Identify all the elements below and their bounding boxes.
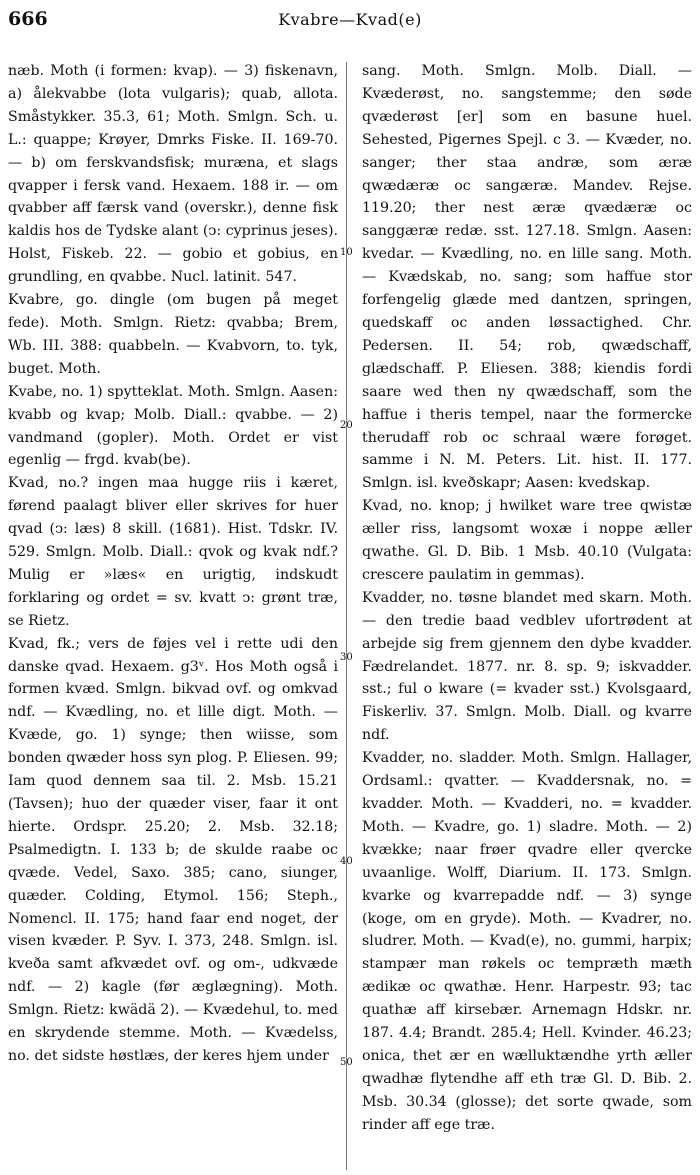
- entry-paragraph: Kvad, fk.; vers de føjes vel i rette udi den danske qvad. Hexaem. g3ᵛ. Hos Moth også i formen kvæd. Smlgn. bikvad ovf. og omkvad ndf. — Kvædling, no. et lille digt. Moth. — Kvæde, go. 1) synge; then wiisse, som bonden qwæder hoss syn plog. P. Eliesen. 99; Iam quod dennem saa til. 2. Msb. 15.21 (Tavsen); huo der quæder viser, faar it ont hierte. Ordspr. 25.20; 2. Msb. 32.18; Psalmedigtn. I. 133 b; de skulde raabe oc qvæde. Vedel, Saxo. 385; cano, siunger, quæder. Colding, Etymol. 156; Steph., Nomencl. II. 175; hand faar end noget, der visen kvæder. P. Syv. I. 373, 248. Smlgn. isl. kveða samt afkvædet ovf. og om-, udkvæde ndf. — 2) kagle (før æglægning). Moth. Smlgn. Rietz: kwädä 2). — Kvædehul, to. med en skrydende stemme. Moth. — Kvædelss, no. det sidste høstlæs, der keres hjem under: [8, 635, 338, 1064]
- entry-paragraph: Kvadder, no. tøsne blandet med skarn. Moth. — den tredie baad vedblev ufortrødent at arbejde sig frem gjennem den dybe kvadder. Fædrelandet. 1877. nr. 8. sp. 9; iskvadder. sst.; ful o kware (= kvader sst.) Kvolsgaard, Fiskerliv. 37. Smlgn. Molb. Diall. og kvarre ndf.: [362, 589, 692, 744]
- line-number: 40: [340, 856, 353, 867]
- running-head: Kvabre—Kvad(e): [278, 10, 422, 29]
- entry-paragraph: Kvabre, go. dingle (om bugen på meget fede). Moth. Smlgn. Rietz: qvabba; Brem, Wb. III. 388: quabbeln. — Kvabvorn, to. tyk, buget. Moth.: [8, 292, 338, 377]
- line-number: 50: [340, 1057, 353, 1068]
- page-number: 666: [8, 8, 48, 30]
- entry-paragraph: Kvabe, no. 1) spytteklat. Moth. Smlgn. Aasen: kvabb og kvap; Molb. Diall.: qvabbe. — 2) vandmand (gopler). Moth. Ordet er vist egenlig — frgd. kvab(be).: [8, 383, 338, 469]
- entry-paragraph: næb. Moth (i formen: kvap). — 3) fiskenavn, a) ålekvabbe (lota vulgaris); quab, allota. Småstykker. 35.3, 61; Moth. Smlgn. Sch. u. L.: quappe; Krøyer, Dmrks Fiske. II. 169-70. — b) om ferskvandsfisk; murænа, et slags qvapper i fersk vand. Hexaem. 188 ir. — om qvabber aff færsk vand (overskr.), denne fisk kaldis hos de Tydske alant (ↄ: cyprinus jeses). Holst, Fiskeb. 22. — gobio et gobius, en grundling, en qvabbe. Nucl. latinit. 547.: [8, 63, 338, 286]
- entry-paragraph: Kvad, no.? ingen maa hugge riis i kæret, førend paalagt bliver eller skrives for huer qvad (ↄ: læs) 8 skill. (1681). Hist. Tdskr. IV. 529. Smlgn. Molb. Diall.: qvok og kvak ndf.? Mulig er »læs« en urigtig, indskudt forklaring og ordet = sv. kvatt ↄ: grønt træ, se Rietz.: [8, 475, 338, 629]
- entry-paragraph: Kvad, no. knop; j hwilket ware tree qwistæ æller riss, langsomt woxæ i noppe æller qwathe. Gl. D. Bib. 1 Msb. 40.10 (Vulgata: crescere paulatim in gemmas).: [362, 498, 692, 583]
- left-column: [8, 60, 338, 1068]
- line-number: 30: [340, 652, 353, 663]
- right-column: [362, 60, 692, 1137]
- line-number: 20: [340, 420, 353, 431]
- page-header: [0, 8, 700, 34]
- entry-paragraph: sang. Moth. Smlgn. Molb. Diall. — Kvæderøst, no. sangstemme; den søde qvæderøst [er] som en basune huel. Sehested, Pigernes Spejl. c 3. — Kvæder, no. sanger; ther staa andræ, som æræ qwædæræ oc sangæræ. Mandev. Rejse. 119.20; ther nest æræ qvædæræ oc sanggæræ redæ. sst. 127.18. Smlgn. Aasen: kvedar. — Kvædling, no. en lille sang. Moth. — Kvædskab, no. sang; som haffue stor forfengelig glæde med dantzen, springen, quedskaff oc anden løssactighed. Chr. Pedersen. II. 54; rob, qwædschaff, glædschaff. P. Eliesen. 388; kiendis fordi saare wed then ny qwædschaff, som the haffue i theris tempel, naar the formercke therudaff rob oc schraal wære forøget. samme i N. M. Peters. Lit. hist. II. 177. Smlgn. isl. kveðskapr; Aasen: kvedskap.: [362, 63, 692, 492]
- entry-paragraph: Kvadder, no. sladder. Moth. Smlgn. Hallager, Ordsaml.: qvatter. — Kvaddersnak, no. = kvadder. Moth. — Kvadderi, no. = kvadder. Moth. — Kvadre, go. 1) sladre. Moth. — 2) kvække; naar frøer qvadre eller qvercke uvaanlige. Wolff, Diarium. II. 173. Smlgn. kvarke og kvarrepadde ndf. — 3) synge (koge, om en gryde). Moth. — Kvadrer, no. sludrer. Moth. — Kvad(e), no. gummi, harpix; stampær man røkels oc tempræth mæth ædikæ oc qwathæ. Henr. Harpestr. 93; tac quathæ aff kirsebær. Arnemagn Hdskr. nr. 187. 4.4; Brandt. 285.4; Hell. Kvinder. 46.23; onica, thet ær en wælluktændhe yrth æller qwadhæ flytendhe aff eth træ Gl. D. Bib. 2. Msb. 30.34 (glosse); det sorte qwade, som rinder aff ege træ.: [362, 750, 692, 1133]
- line-number: 10: [340, 247, 353, 258]
- column-divider: [346, 62, 347, 1170]
